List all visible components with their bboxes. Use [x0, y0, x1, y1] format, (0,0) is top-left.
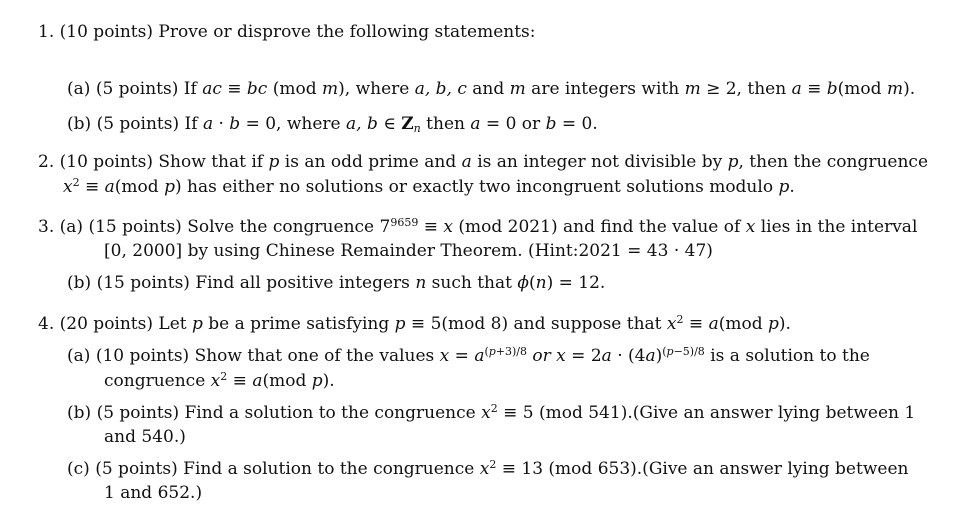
problem-4b-line-2: and 540.)	[104, 427, 186, 447]
problem-4b-line-1: (b) (5 points) Find a solution to the congruence $x^2 \equiv 5$ (mod 541).(Give an answer lying between 1	[67, 402, 916, 423]
problem-2-line-2: $x^2 \equiv a(mod$ p) has either no solutions or exactly two incongruent solutions modulo p.	[63, 176, 795, 197]
problem-3a-label: (a)	[59, 217, 84, 237]
problem-4c-line-2: 1 and 652.)	[104, 483, 203, 503]
problem-4b-text-2: 5 (mod 541).(Give an answer lying between 1	[522, 403, 916, 423]
problem-1-text: (10 points) Prove or disprove the following statements:	[59, 22, 536, 42]
problem-4c-line-1: (c) (5 points) Find a solution to the congruence $x^2 \equiv 13$ (mod 653).(Give an answer lying between	[67, 458, 909, 479]
problem-3b-label: (b)	[67, 273, 92, 293]
problem-3a-text-3: lies in the interval	[760, 217, 918, 237]
problem-4-number: 4.	[38, 314, 55, 334]
problem-1b: (b) (5 points) If a · b = 0, where a, b ∈ $Z_n$ then a = 0 or b = 0.	[67, 114, 598, 135]
problem-1-number: 1.	[38, 22, 55, 42]
problem-4c-text-1: (5 points) Find a solution to the congruence	[95, 459, 475, 479]
problem-2-line-1: 2. (10 points) Show that if p is an odd prime and a is an integer not divisible by p, then the congruence	[38, 152, 928, 172]
problem-2-text-5: has either no solutions or exactly two incongruent solutions modulo	[187, 177, 774, 197]
problem-4a-text-2: is a solution to the	[710, 346, 870, 366]
problem-1-stem	[38, 21, 536, 43]
problem-2-number: 2.	[38, 152, 55, 172]
problem-4-text-2: be a prime satisfying	[208, 314, 390, 334]
problem-2-text-1: (10 points) Show that if	[59, 152, 264, 172]
problem-3a-line-2: [0, 2000] by using Chinese Remainder Theorem. (Hint:2021 = 43 · 47)	[104, 241, 713, 261]
problem-4-stem: 4. (20 points) Let p be a prime satisfying p ≡ 5(mod 8) and suppose that $x^2 \equiv a(mod$ p).	[38, 313, 791, 334]
problem-3a-text-4: by using Chinese Remainder Theorem. (Hint:2021 = 43 · 47)	[187, 241, 713, 261]
problem-4a-line-1: (a) (10 points) Show that one of the values $x = a^{(p+3)/8}$ or $x = 2a \cdot (4a)^{(p-5)/8}$ is a solution to the	[67, 345, 870, 366]
problem-3a-line-1: 3. (a) (15 points) Solve the congruence $7^{9659} \equiv x$ (mod 2021) and find the value of x lies in the interval	[38, 216, 918, 237]
problem-4b-text-1: (5 points) Find a solution to the congruence	[96, 403, 476, 423]
problem-4a-text-3: congruence	[104, 371, 206, 391]
problem-3b-text-3: = 12.	[558, 273, 606, 293]
problem-3a-text-1: (15 points) Solve the congruence	[88, 217, 375, 237]
problem-3a-text-2: and find the value of	[562, 217, 741, 237]
problem-3b-text-2: such that	[431, 273, 512, 293]
problem-4a-line-2: congruence $x^2 \equiv a(mod$ p).	[104, 370, 335, 391]
problem-2-text-3: is an integer not divisible by	[477, 152, 723, 172]
problem-3b: (b) (15 points) Find all positive integers n such that ϕ(n) = 12.	[67, 273, 606, 293]
problem-1a-label: (a)	[67, 79, 91, 99]
problem-4-text-3: and suppose that	[513, 314, 662, 334]
problem-2-text-2: is an odd prime and	[284, 152, 457, 172]
problem-4-text-1: (20 points) Let	[59, 314, 187, 334]
problem-4a-text-1: (10 points) Show that one of the values	[95, 346, 435, 366]
problem-3-number: 3.	[38, 217, 55, 237]
problem-4a-label: (a)	[67, 346, 91, 366]
problem-4b-label: (b)	[67, 403, 92, 423]
problem-1b-points: (5 points)	[96, 114, 180, 134]
problem-4c-label: (c)	[67, 459, 90, 479]
problem-1a: (a) (5 points) If ac ≡ bc (mod m), where a, b, c and m are integers with m ≥ 2, then a ≡ b(mod m).	[67, 79, 916, 99]
problem-1b-label: (b)	[67, 114, 92, 134]
problem-4c-text-2: 13 (mod 653).(Give an answer lying between	[521, 459, 909, 479]
problem-1a-points: (5 points)	[95, 79, 179, 99]
problem-3b-text-1: (15 points) Find all positive integers	[96, 273, 410, 293]
problem-2-text-4: , then the congruence	[738, 152, 928, 172]
